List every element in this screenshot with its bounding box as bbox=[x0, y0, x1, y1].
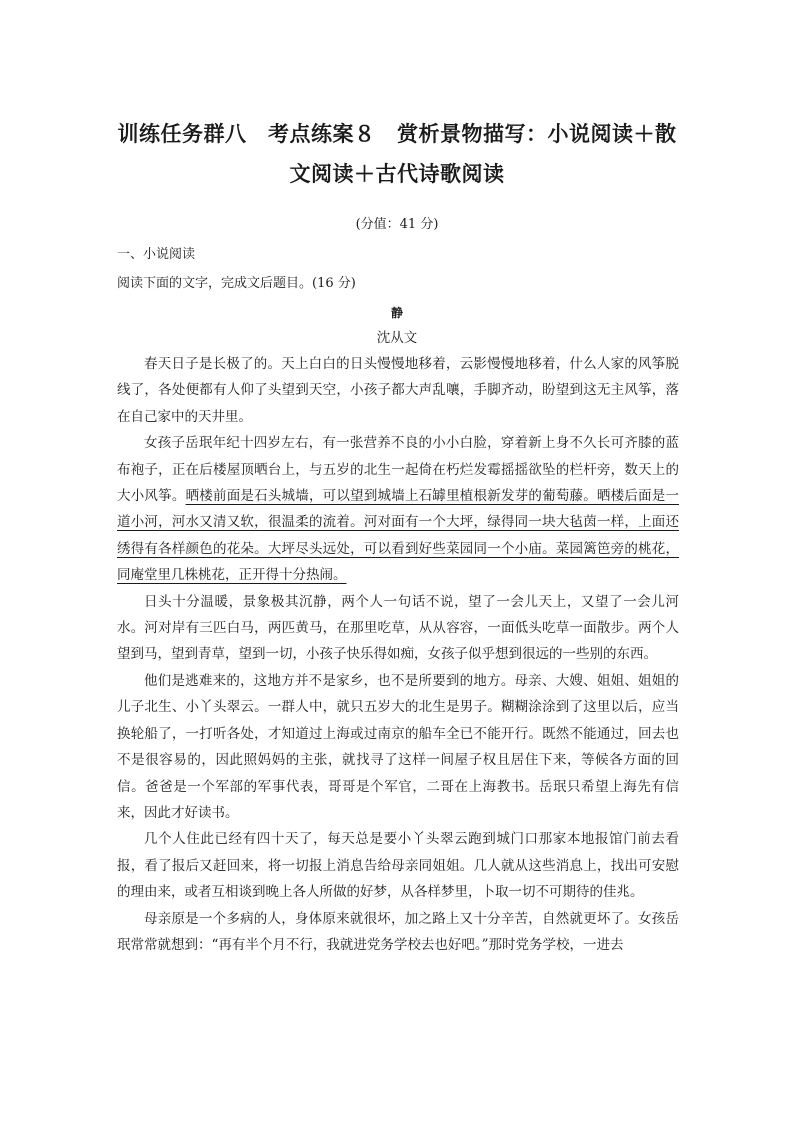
story-author: 沈从文 bbox=[376, 330, 418, 346]
section-heading: 一、小说阅读 bbox=[117, 247, 196, 262]
paragraph-3: 日头十分温暖，景象极其沉静，两个人一句话不说，望了一会儿天上，又望了一会儿河水。河对岸有三匹白马，两匹黄马，在那里吃草，从从容容，一面低头吃草一面散步。两个人望到马，望到青草，望到一切，小孩子快乐得如痴，女孩子似乎想到很远的一些别的东西。 bbox=[117, 593, 679, 663]
paragraph-4: 他们是逃难来的，这地方并不是家乡，也不是所要到的地方。母亲、大嫂、姐姐、姐姐的儿子北生、小丫头翠云。一群人中，就只五岁大的北生是男子。糊糊涂涂到了这里以后，应当换轮船了，一打听各处，才知道过上海或过南京的船车全已不能开行。既然不能通过，回去也不是很容易的，因此照妈妈的主张，就找寻了这样一间屋子权且居住下来，等候各方面的回信。爸爸是一个军部的军事代表，哥哥是个军官，二哥在上海教书。岳珉只希望上海先有信来，因此才好读书。 bbox=[117, 672, 679, 821]
score-note: (分值：41 分) bbox=[355, 217, 439, 232]
paragraph-5: 几个人住此已经有四十天了，每天总是要小丫头翠云跑到城门口那家本地报馆门前去看报，看了报后又赶回来，将一切报上消息告给母亲同姐姐。几人就从这些消息上，找出可安慰的理由来，或者互相谈到晚上各人所做的好梦，从各样梦里，卜取一切不可期待的佳兆。 bbox=[117, 831, 679, 901]
paragraph-2 bbox=[117, 430, 679, 588]
underlined-scenery-passage: 晒楼前面是石头城墙，可以望到城墙上石罅里植根新发芽的葡萄藤。晒楼后面是一道小河，河水又清又软，很温柔的流着。河对面有一个大坪，绿得同一块大毡茵一样，上面还绣得有各样颜色的花朵。大坪尽头远处，可以看到好些菜园同一个小庙。菜园篱笆旁的桃花，同庵堂里几株桃花，正开得十分热闹。 bbox=[117, 488, 679, 584]
paragraph-6: 母亲原是一个多病的人，身体原来就很坏，加之路上又十分辛苦，自然就更坏了。女孩岳珉常常就想到：“再有半个月不行，我就进党务学校去也好吧。”那时党务学校，一进去 bbox=[117, 910, 679, 953]
section-instruction: 阅读下面的文字，完成文后题目。(16 分) bbox=[117, 276, 356, 291]
document-title-line-2: 文阅读＋古代诗歌阅读 bbox=[289, 162, 505, 186]
paragraph-1: 春天日子是长极了的。天上白白的日头慢慢地移着，云影慢慢地移着，什么人家的风筝脱线了，各处便都有人仰了头望到天空，小孩子都大声乱嚷，手脚齐动，盼望到这无主风筝，落在自己家中的天井里。 bbox=[117, 356, 679, 425]
paragraph-2-text: 女孩子岳珉年纪十四岁左右，有一张营养不良的小小白脸，穿着新上身不久长可齐膝的蓝布袍子，正在后楼屋顶晒台上，与五岁的北生一起倚在朽烂发霉摇摇欲坠的栏杆旁，数天上的大小风筝。 bbox=[117, 435, 679, 505]
story-title: 静 bbox=[390, 306, 403, 320]
story-body bbox=[117, 351, 679, 958]
document-title-line-1: 训练任务群八 考点练案８ 赏析景物描写：小说阅读＋散 bbox=[117, 122, 677, 146]
